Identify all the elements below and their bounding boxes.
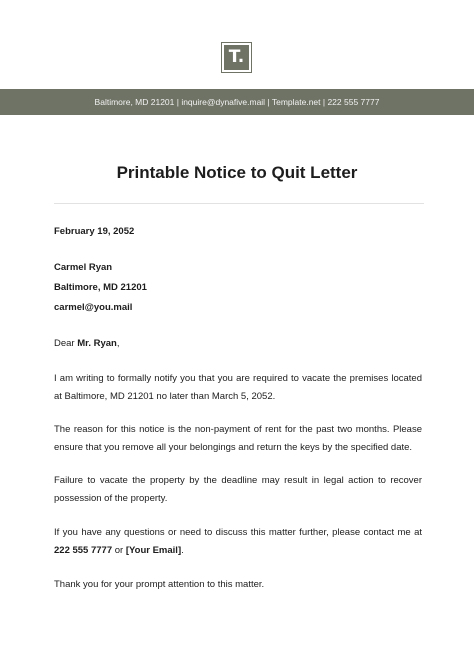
header-band (0, 89, 474, 115)
contact-text: If you have any questions or need to discuss this matter further, please contact me at (54, 527, 422, 538)
letter-date: February 19, 2052 (54, 226, 135, 237)
contact-or: or (112, 544, 126, 556)
salutation-name: Mr. Ryan (77, 338, 117, 349)
paragraph-contact (54, 524, 422, 559)
header-contact-line: Baltimore, MD 21201 | inquire@dynafive.mail | Template.net | 222 555 7777 (94, 97, 380, 107)
paragraph-notice: I am writing to formally notify you that you are required to vacate the premises located at Baltimore, MD 21201 no later than March 5, 2052. (54, 373, 422, 402)
salutation-prefix: Dear (54, 338, 78, 349)
salutation (54, 337, 119, 350)
template-logo (222, 43, 251, 72)
title-divider (54, 203, 424, 204)
recipient-city: Baltimore, MD 21201 (54, 282, 147, 293)
paragraph-reason: The reason for this notice is the non-payment of rent for the past two months. Please ensure that you remove all your belongings and return the keys by the specified date. (54, 424, 422, 453)
contact-end: . (181, 544, 184, 556)
recipient-name: Carmel Ryan (54, 262, 113, 273)
contact-email-placeholder: [Your Email] (125, 544, 182, 556)
paragraph-consequence: Failure to vacate the property by the deadline may result in legal action to recover possession of the property. (54, 475, 422, 504)
page-title: Printable Notice to Quit Letter (116, 163, 358, 182)
logo-letter: T. (228, 47, 245, 67)
recipient-email: carmel@you.mail (54, 302, 133, 313)
salutation-suffix: , (116, 338, 120, 349)
paragraph-thanks: Thank you for your prompt attention to this matter. (54, 579, 265, 590)
contact-phone: 222 555 7777 (54, 544, 113, 556)
